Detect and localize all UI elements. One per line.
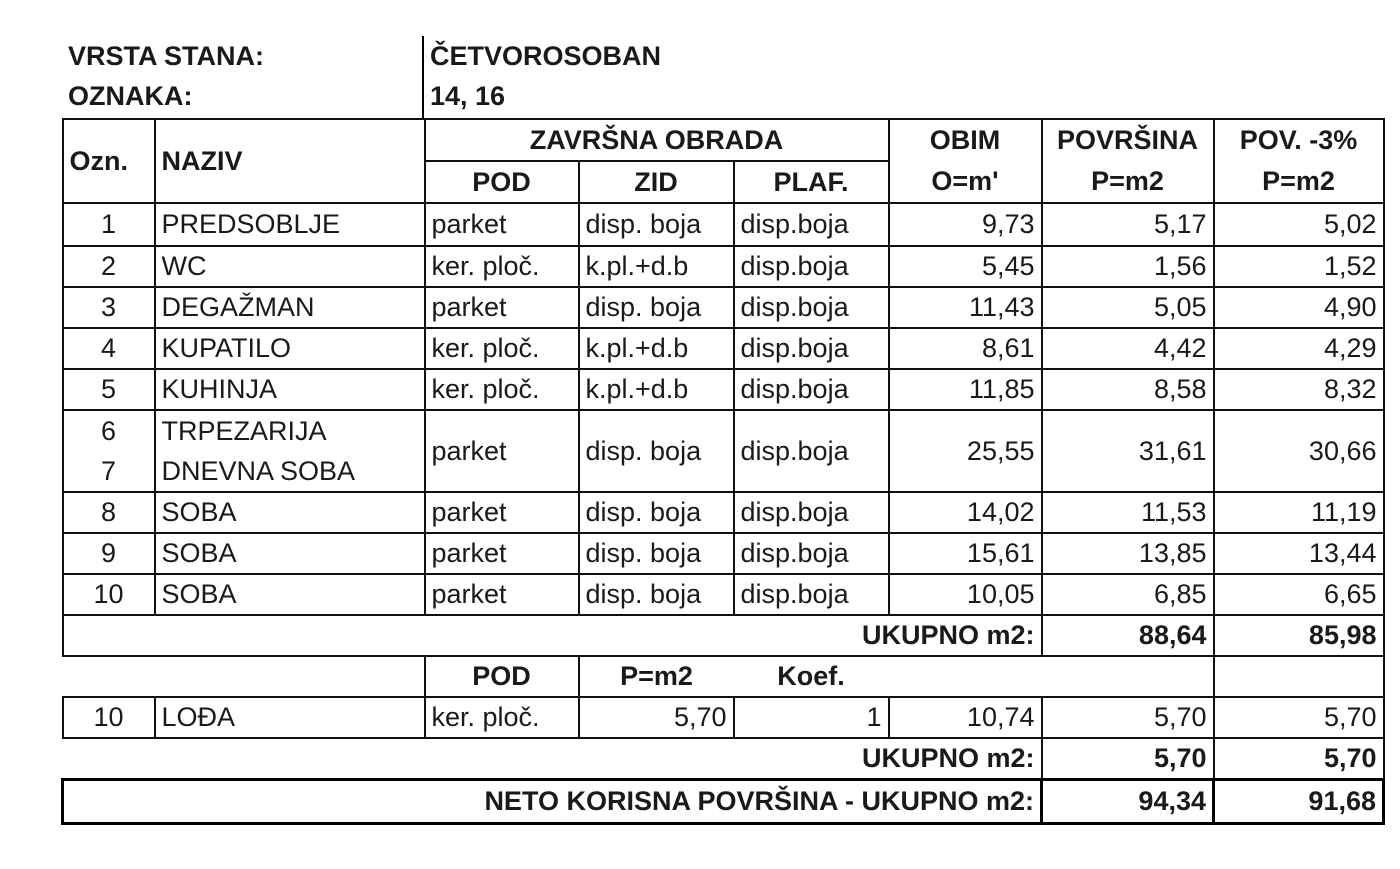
- row-povrsina: 5,70: [1042, 697, 1214, 738]
- row-pov3: 30,66: [1214, 410, 1384, 492]
- row-pov3: 1,52: [1214, 246, 1384, 287]
- row-obim: 9,73: [889, 203, 1042, 246]
- row-ozn: 8: [63, 492, 155, 533]
- row-naziv: WC: [155, 246, 425, 287]
- col-pov3-unit: P=m2: [1214, 161, 1384, 203]
- row-naziv: SOBA: [155, 533, 425, 574]
- loggia-total-row: [63, 738, 1384, 779]
- table-row: [63, 533, 1384, 574]
- loggia-pod-header: POD: [425, 656, 579, 697]
- col-plaf-header: PLAF.: [734, 161, 889, 203]
- apartment-mark-label: OZNAKA:: [68, 81, 193, 111]
- row-plaf: disp.boja: [734, 203, 889, 246]
- row-obim: 25,55: [889, 410, 1042, 492]
- row-plaf: disp.boja: [734, 287, 889, 328]
- row-povrsina: 31,61: [1042, 410, 1214, 492]
- col-obim-unit: O=m': [889, 161, 1042, 203]
- row-naziv: KUPATILO: [155, 328, 425, 369]
- row-obim: 11,43: [889, 287, 1042, 328]
- row-pov3: 8,32: [1214, 369, 1384, 410]
- row-naziv: DNEVNA SOBA: [161, 456, 356, 486]
- row-ozn: 5: [63, 369, 155, 410]
- row-obim: 15,61: [889, 533, 1042, 574]
- row-obim: 11,85: [889, 369, 1042, 410]
- row-plaf: disp.boja: [734, 328, 889, 369]
- row-pov3: 13,44: [1214, 533, 1384, 574]
- loggia-koef-header: Koef.: [734, 656, 889, 697]
- loggia-header-row: [63, 656, 1384, 697]
- row-povrsina: 13,85: [1042, 533, 1214, 574]
- total-povrsina: 88,64: [1042, 615, 1214, 656]
- col-pov3-header: POV. -3%: [1214, 119, 1384, 161]
- total-pov3: 85,98: [1214, 615, 1384, 656]
- row-ozn: 4: [63, 328, 155, 369]
- row-plaf: disp.boja: [734, 369, 889, 410]
- loggia-pm2-header: P=m2: [579, 656, 734, 697]
- col-finish-header: ZAVRŠNA OBRADA: [425, 119, 889, 161]
- row-obim: 14,02: [889, 492, 1042, 533]
- row-povrsina: 4,42: [1042, 328, 1214, 369]
- row-zid: k.pl.+d.b: [579, 328, 734, 369]
- row-obim: 10,74: [889, 697, 1042, 738]
- row-zid: disp. boja: [579, 574, 734, 615]
- row-zid: disp. boja: [579, 203, 734, 246]
- row-naziv: KUHINJA: [155, 369, 425, 410]
- row-povrsina: 11,53: [1042, 492, 1214, 533]
- row-povrsina: 5,17: [1042, 203, 1214, 246]
- row-pod: parket: [425, 492, 579, 533]
- room-area-table: [61, 118, 1385, 825]
- row-pov3: 4,90: [1214, 287, 1384, 328]
- row-pod: parket: [425, 410, 579, 492]
- row-zid: disp. boja: [579, 533, 734, 574]
- row-zid: disp. boja: [579, 492, 734, 533]
- row-naziv: SOBA: [155, 574, 425, 615]
- col-pod-header: POD: [425, 161, 579, 203]
- row-naziv: TRPEZARIJA: [161, 416, 327, 446]
- row-pod: parket: [425, 533, 579, 574]
- row-zid: k.pl.+d.b: [579, 246, 734, 287]
- row-naziv: PREDSOBLJE: [155, 203, 425, 246]
- table-row: [63, 369, 1384, 410]
- col-zid-header: ZID: [579, 161, 734, 203]
- row-pov3: 6,65: [1214, 574, 1384, 615]
- row-koef: 1: [734, 697, 889, 738]
- row-pod: parket: [425, 574, 579, 615]
- table-row: [63, 246, 1384, 287]
- net-total-label: NETO KORISNA POVRŠINA - UKUPNO m2:: [63, 779, 1042, 823]
- row-zid: k.pl.+d.b: [579, 369, 734, 410]
- apartment-type-value: ČETVOROSOBAN: [430, 41, 662, 71]
- total-row: [63, 615, 1384, 656]
- row-plaf: disp.boja: [734, 246, 889, 287]
- col-obim-header: OBIM: [889, 119, 1042, 161]
- row-ozn: 1: [63, 203, 155, 246]
- row-naziv: DEGAŽMAN: [155, 287, 425, 328]
- table-row: [63, 697, 1384, 738]
- row-pod: ker. ploč.: [425, 328, 579, 369]
- row-ozn: 3: [63, 287, 155, 328]
- row-pod: ker. ploč.: [425, 697, 579, 738]
- row-ozn: 7: [100, 456, 117, 486]
- col-povrsina-header: POVRŠINA: [1042, 119, 1214, 161]
- table-row: [63, 328, 1384, 369]
- row-obim: 5,45: [889, 246, 1042, 287]
- row-obim: 8,61: [889, 328, 1042, 369]
- apartment-mark-value: 14, 16: [430, 81, 506, 111]
- row-obim: 10,05: [889, 574, 1042, 615]
- row-pov3: 4,29: [1214, 328, 1384, 369]
- total-label: UKUPNO m2:: [63, 615, 1042, 656]
- row-ozn: 10: [63, 697, 155, 738]
- header-divider: [422, 36, 424, 120]
- table-row: [63, 574, 1384, 615]
- row-pod: ker. ploč.: [425, 369, 579, 410]
- apartment-type-label: VRSTA STANA:: [68, 41, 264, 71]
- loggia-total-pov3: 5,70: [1214, 738, 1384, 779]
- row-plaf: disp.boja: [734, 533, 889, 574]
- net-total-row: [63, 779, 1384, 823]
- row-povrsina: 8,58: [1042, 369, 1214, 410]
- table-row: [63, 492, 1384, 533]
- table-row: [63, 203, 1384, 246]
- row-plaf: disp.boja: [734, 574, 889, 615]
- net-total-pov3: 91,68: [1214, 779, 1384, 823]
- row-povrsina: 1,56: [1042, 246, 1214, 287]
- table-row: [63, 410, 1384, 492]
- row-zid: disp. boja: [579, 410, 734, 492]
- row-pov3: 5,02: [1214, 203, 1384, 246]
- col-naziv-header: NAZIV: [155, 119, 425, 203]
- row-zid: disp. boja: [579, 287, 734, 328]
- row-ozn: 9: [63, 533, 155, 574]
- row-naziv: LOĐA: [155, 697, 425, 738]
- row-pod: ker. ploč.: [425, 246, 579, 287]
- row-ozn: 10: [63, 574, 155, 615]
- row-naziv: SOBA: [155, 492, 425, 533]
- row-povrsina: 5,05: [1042, 287, 1214, 328]
- row-pm2: 5,70: [579, 697, 734, 738]
- row-pov3: 5,70: [1214, 697, 1384, 738]
- row-plaf: disp.boja: [734, 492, 889, 533]
- row-pod: parket: [425, 287, 579, 328]
- table-row: [63, 287, 1384, 328]
- loggia-total-label: UKUPNO m2:: [861, 742, 1035, 773]
- row-plaf: disp.boja: [734, 410, 889, 492]
- col-ozn-header: Ozn.: [63, 119, 155, 203]
- row-povrsina: 6,85: [1042, 574, 1214, 615]
- col-povrsina-unit: P=m2: [1042, 161, 1214, 203]
- row-pod: parket: [425, 203, 579, 246]
- row-ozn: 6: [100, 416, 117, 446]
- row-pov3: 11,19: [1214, 492, 1384, 533]
- row-ozn: 2: [63, 246, 155, 287]
- loggia-total-povrsina: 5,70: [1042, 738, 1214, 779]
- net-total-povrsina: 94,34: [1042, 779, 1214, 823]
